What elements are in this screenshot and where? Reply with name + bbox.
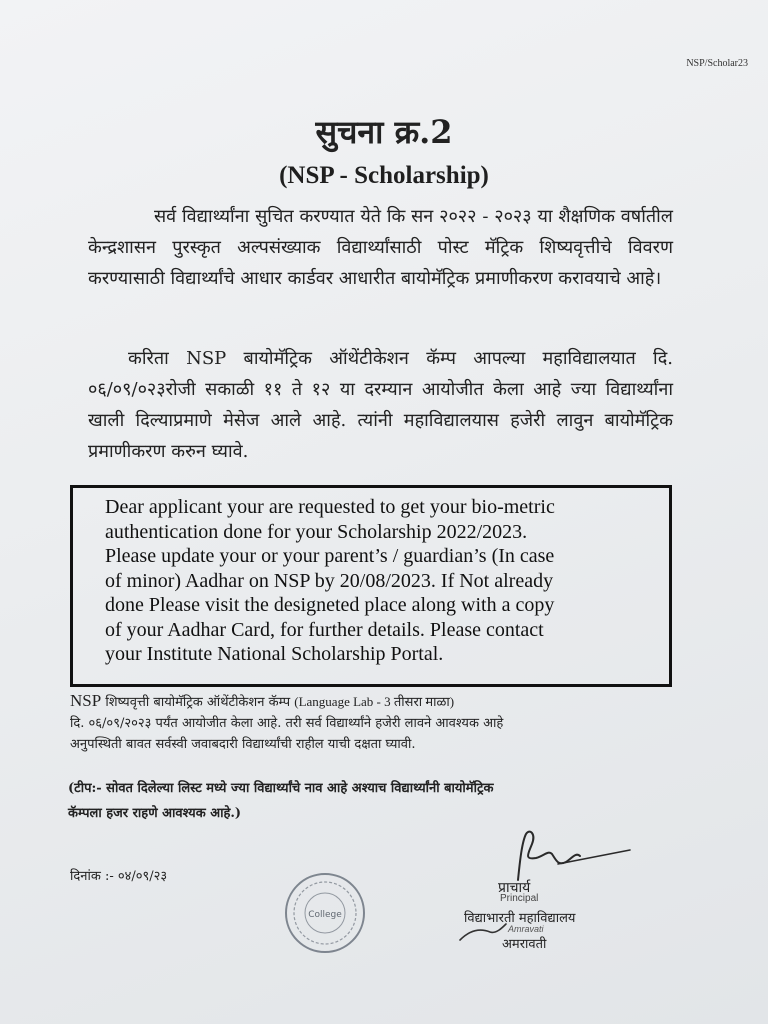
principal-signature-block xyxy=(440,820,660,970)
handwritten-signature xyxy=(440,820,660,970)
message-line: of minor) Aadhar on NSP by 20/08/2023. If Not already xyxy=(105,569,554,592)
message-line: authentication done for your Scholarship 2022/2023. xyxy=(105,520,528,543)
issue-date: दिनांक :- ०४/०९/२३ xyxy=(70,869,168,884)
message-line: Please update your or your parent’s / guardian’s (In case xyxy=(105,545,555,567)
notice-subtitle: (NSP - Scholarship) xyxy=(279,162,489,189)
city-name: अमरावती xyxy=(502,937,547,952)
college-name: विद्याभारती महाविद्यालय xyxy=(464,911,576,926)
reference-number: NSP/Scholar23 xyxy=(686,58,748,69)
message-line: your Institute National Scholarship Portal. xyxy=(105,643,444,665)
note-line-1: (टीप:- सोवत दिलेल्या लिस्ट मध्ये ज्या विद्यार्थ्यांचे नाव आहे अश्याच विद्यार्थ्यांनी बायोमॅट्रिक xyxy=(68,781,494,796)
paragraph-camp-details: करिता NSP बायोमॅट्रिक ऑथेंटीकेशन कॅम्प आपल्या महाविद्यालयात दि. ०६/०९/०२३रोजी सकाळी ११ ते १२ या दरम्यान आयोजीत केला आहे ज्या विद्यार्थ्यांना खाली दिल्याप्रमाणे मेसेज आले आहे. त्यांनी महाविद्यालयास हजेरी लावुन बायोमॅट्रिक प्रमाणीकरण करुन घ्यावे. xyxy=(88,348,673,462)
message-line: done Please visit the designeted place along with a copy xyxy=(105,594,555,616)
sms-message-box xyxy=(70,485,672,687)
info-camp-title: शिष्यवृत्ती बायोमॅट्रिक ऑथेंटीकेशन कॅम्प xyxy=(105,695,291,710)
info-attendance-line: दि. ०६/०९/२०२३ पर्यंत आयोजीत केला आहे. तरी सर्व विद्यार्थ्यांने हजेरी लावने आवश्यक आहे xyxy=(70,716,504,731)
note-block xyxy=(68,776,688,826)
city-english: Amravati xyxy=(508,924,544,934)
seal-text: College xyxy=(308,910,342,920)
paragraph-intro: सर्व विद्यार्थ्यांना सुचित करण्यात येते कि सन २०२२ - २०२३ या शैक्षणिक वर्षातील केन्द्रशासन पुरस्कृत अल्पसंख्याक विद्यार्थ्यांसाठी पोस्ट मॅट्रिक शिष्यवृत्तीचे विवरण करण्यासाठी विद्यार्थ्यांचे आधार कार्डवर आधारीत बायोमॅट्रिक प्रमाणीकरण करावयाचे आहे। xyxy=(88,206,673,289)
principal-title-english: Principal xyxy=(500,893,539,904)
info-lab-location: (Language Lab - 3 तीसरा माळा) xyxy=(294,694,455,709)
camp-location-info xyxy=(70,690,680,755)
message-line: of your Aadhar Card, for further details. Please contact xyxy=(105,618,544,641)
info-responsibility-line: अनुपस्थिती बावत सर्वस्वी जवाबदारी विद्यार्थ्यांची राहील याची दक्षता घ्यावी. xyxy=(70,737,416,752)
info-prefix: NSP xyxy=(70,691,102,710)
notice-title: सुचना क्र.2 xyxy=(315,113,453,151)
principal-title: प्राचार्य xyxy=(498,880,531,896)
college-seal xyxy=(282,870,368,956)
note-line-2: कॅम्पला हजर राहणे आवश्यक आहे.) xyxy=(68,806,242,821)
message-line: Dear applicant your are requested to get your bio-metric xyxy=(105,496,555,518)
